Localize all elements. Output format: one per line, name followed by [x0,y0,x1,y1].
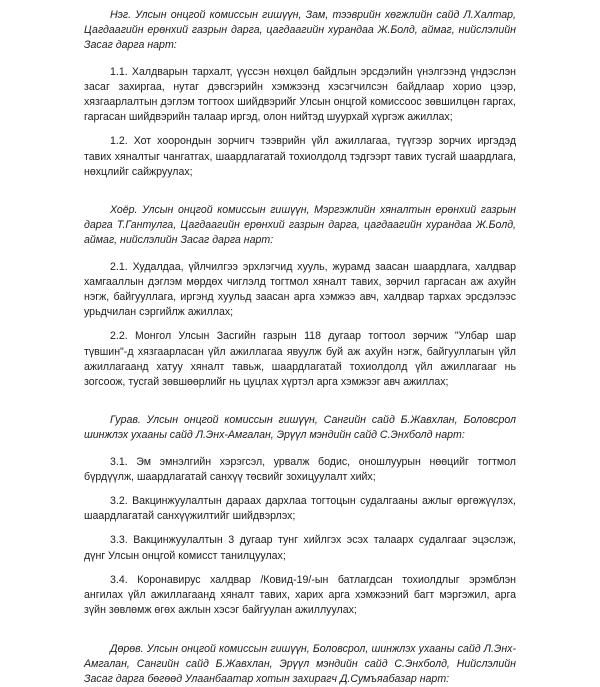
section-1-lead: Нэг. Улсын онцгой комиссын гишүүн, Зам, тээврийн хөгжлийн сайд Л.Халтар, Цагдаагийн ерөнхий газрын дарга, цагдаагийн хурандаа Ж.Болд, аймаг, нийслэлийн Засаг дарга нарт: [84,8,516,54]
section-4-lead: Дөрөв. Улсын онцгой комиссын гишүүн, Боловсрол, шинжлэх ухааны сайд Л.Энх-Амгалан, Сангийн сайд Б.Жавхлан, Эрүүл мэндийн сайд С.Энхболд, Нийслэлийн Засаг дарга бөгөөд Улаанбаатар хотын захирагч Д.Сумъяабазар нарт: [84,642,516,687]
section-3-item-4: 3.4. Коронавирус халдвар /Ковид-19/-ын батлагдсан тохиолдлыг эрэмблэн ангилах үйл ажиллагаанд хяналт тавих, харих арга хэмжээний багт мэргэжил, арга зүйн зөвлөмж өгөх ажлын хэсэг байгуулан ажиллуулах; [84,573,516,619]
section-3-item-2: 3.2. Вакцинжуулалтын дараах дархлаа тогтоцын судалгааны ажлыг өргөжүүлэх, шаардлагатай санхүүжилтийг шийдвэрлэх; [84,494,516,524]
section-1-item-1: 1.1. Халдварын тархалт, үүссэн нөхцөл байдлын эрсдэлийн үнэлгээнд үндэслэн засаг захиргаа, нутаг дэвсгэрийн хэмжээнд хэсэгчилсэн байдлаар хорио цээр, хязгаарлалтын дэглэм тогтоох шийдвэрийг Улсын онцгой комиссоос зөвшилцөн гаргах, гаргасан шийдвэрийн талаар иргэд, олон нийтэд шуурхай хүргэж ажиллах; [84,65,516,126]
section-2-lead: Хоёр. Улсын онцгой комиссын гишүүн, Мэргэжлийн хяналтын ерөнхий газрын дарга Т.Гантулга, Цагдаагийн ерөнхий газрын дарга, цагдаагийн хурандаа Ж.Болд, аймаг, нийслэлийн Засаг дарга нарт: [84,203,516,249]
section-3-item-1: 3.1. Эм эмнэлгийн хэрэгсэл, урвалж бодис, оношлуурын нөөцийг тогтмол бүрдүүлж, шаардлагатай санхүү төсвийг зохицуулалт хийх; [84,455,516,485]
section-gap [84,628,516,642]
section-gap [84,399,516,413]
section-2-item-1: 2.1. Худалдаа, үйлчилгээ эрхлэгчид хууль, журамд заасан шаардлага, халдвар хамгааллын дэглэм мөрдөх чиглэлд тогтмол хяналт тавих, зөрчил гаргасан аж ахуйн нэгж, байгууллага, иргэнд хуульд заасан арга хэмжээ авч, халдвар тархах эрсдэлээс урьдчилан сэргийлж ажиллах; [84,260,516,321]
section-1-item-2: 1.2. Хот хоорондын зорчигч тээврийн үйл ажиллагаа, түүгээр зорчих иргэдэд тавих хяналтыг чангатгах, шаардлагатай тохиолдолд тэдгээрт тавих тусгай шаардлага, нөхцлийг сайжруулах; [84,134,516,180]
section-2-item-2: 2.2. Монгол Улсын Засгийн газрын 118 дугаар тогтоол зөрчиж "Улбар шар түвшин"-д хязгаарласан үйл ажиллагаа явуулж буй аж ахуйн нэгж, байгууллагын үйл ажиллагаанд хатуу хяналт тавьж, шаардлагатай тохиолдолд үйл ажиллагааг нь зогсоож, тусгай зөвшөөрлийг нь цуцлах хүртэл арга хэмжээг авч ажиллах; [84,329,516,390]
section-gap [84,189,516,203]
section-3-item-3: 3.3. Вакцинжуулалтын 3 дугаар тунг хийлгэх эсэх талаарх судалгааг эцэслэж, дүнг Улсын онцгой комисст танилцуулах; [84,533,516,563]
section-3-lead: Гурав. Улсын онцгой комиссын гишүүн, Сангийн сайд Б.Жавхлан, Боловсрол шинжлэх ухааны сайд Л.Энх-Амгалан, Эрүүл мэндийн сайд С.Энхболд нарт: [84,413,516,443]
